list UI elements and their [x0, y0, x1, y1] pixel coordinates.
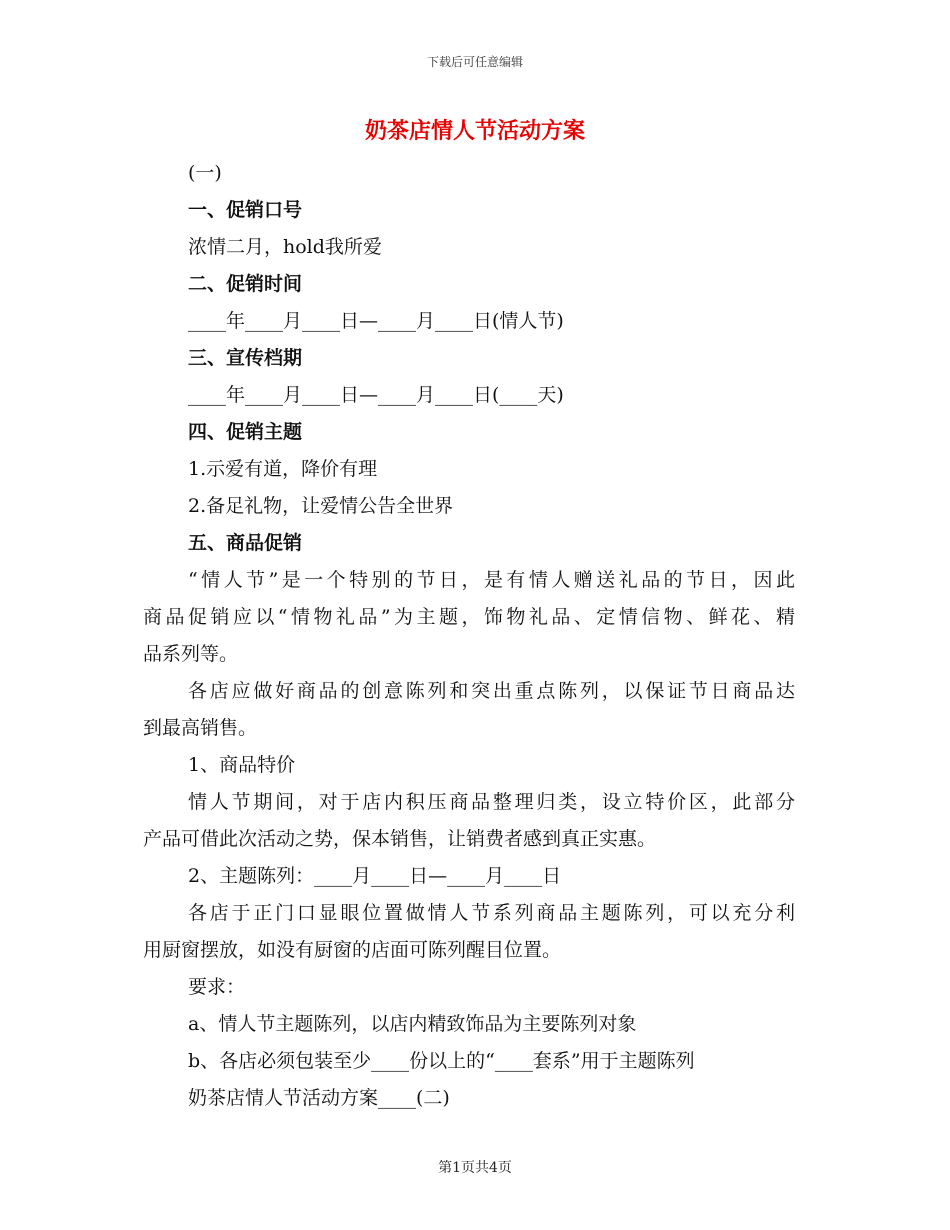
paragraph-line: 产品可借此次活动之势，保本销售，让销费者感到真正实惠。 — [143, 828, 657, 850]
requirement-item: b、各店必须包装至少____份以上的“____套系”用于主题陈列 — [188, 1050, 695, 1072]
section-heading: 一、促销口号 — [188, 199, 303, 221]
part-label: (一) — [188, 162, 222, 184]
list-item: 2、主题陈列：____月____日—____月____日 — [188, 865, 562, 887]
section-text: 浓情二月，hold我所爱 — [188, 236, 382, 258]
paragraph-line: 各店于正门口显眼位置做情人节系列商品主题陈列，可以充分利 — [188, 902, 795, 924]
section-heading: 三、宣传档期 — [188, 347, 303, 369]
section-text: ____年____月____日—____月____日(____天) — [188, 384, 564, 406]
requirement-item: a、情人节主题陈列，以店内精致饰品为主要陈列对象 — [188, 1013, 637, 1035]
section-text: 2.备足礼物，让爱情公告全世界 — [188, 495, 454, 517]
header-note: 下载后可任意编辑 — [426, 55, 523, 69]
paragraph-line: 各店应做好商品的创意陈列和突出重点陈列，以保证节日商品达 — [188, 680, 795, 702]
document-title: 奶茶店情人节活动方案 — [364, 118, 585, 144]
paragraph-line: “情人节”是一个特别的节日，是有情人赠送礼品的节日，因此 — [188, 569, 795, 591]
paragraph-line: 品系列等。 — [143, 643, 239, 665]
section-text: 1.示爱有道，降价有理 — [188, 458, 378, 480]
page-footer: 第1页共4页 — [438, 1160, 512, 1176]
section-text: ____年____月____日—____月____日(情人节) — [188, 310, 564, 332]
next-part-title: 奶茶店情人节活动方案____(二) — [188, 1087, 450, 1109]
paragraph-line: 到最高销售。 — [143, 717, 258, 739]
paragraph-line: 情人节期间，对于店内积压商品整理归类，设立特价区，此部分 — [188, 791, 795, 813]
list-item: 1、商品特价 — [188, 754, 296, 776]
requirements-label: 要求： — [188, 976, 246, 998]
section-heading: 五、商品促销 — [188, 532, 303, 554]
paragraph-line: 商品促销应以“情物礼品”为主题，饰物礼品、定情信物、鲜花、精 — [143, 606, 795, 628]
section-heading: 二、促销时间 — [188, 273, 303, 295]
section-heading: 四、促销主题 — [188, 421, 303, 443]
paragraph-line: 用厨窗摆放，如没有厨窗的店面可陈列醒目位置。 — [143, 939, 562, 961]
